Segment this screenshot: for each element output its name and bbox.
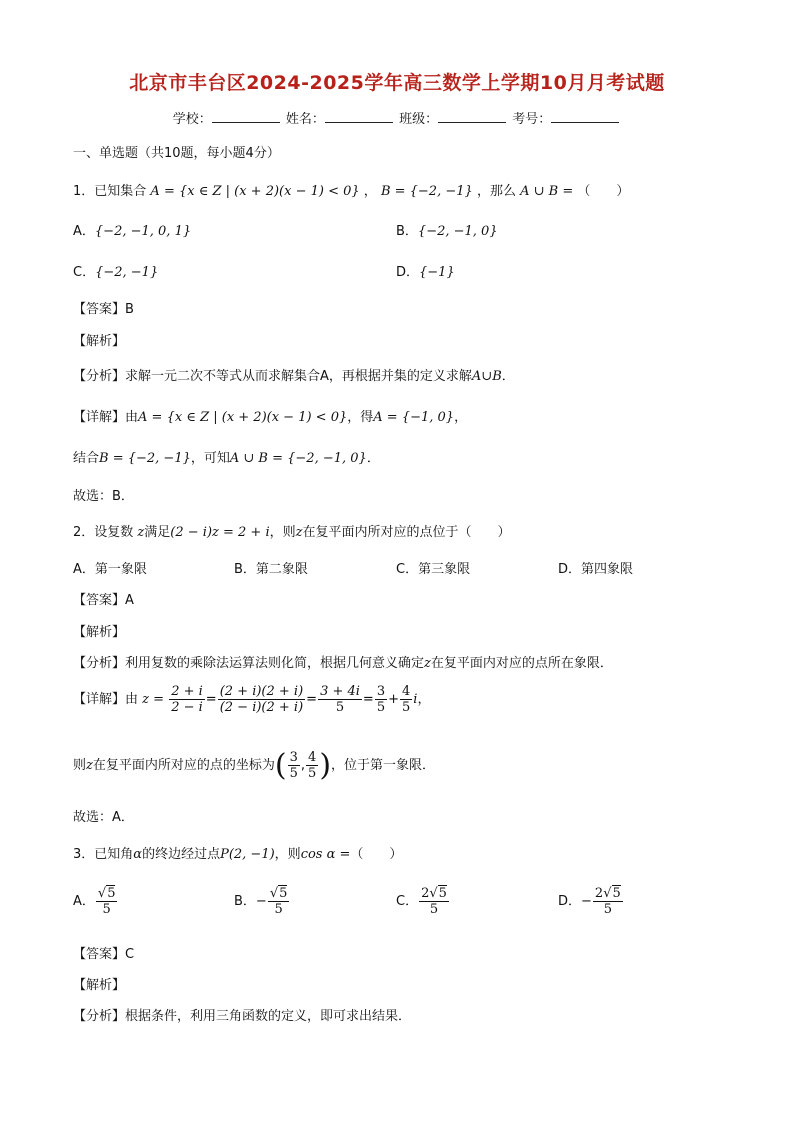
student-info-line bbox=[0, 108, 794, 127]
q1-answer-value: B bbox=[125, 302, 134, 317]
number-blank[interactable] bbox=[551, 110, 619, 123]
q3-answer-tag: 【答案】 bbox=[73, 947, 126, 962]
q2-then-z: z bbox=[86, 758, 93, 773]
q2-fenxi-a: 利用复数的乘除法运算法则化简，根据几何意义确定 bbox=[125, 656, 425, 671]
q2-option-d-text: 第四象限 bbox=[581, 562, 634, 577]
q1-option-b[interactable] bbox=[396, 220, 498, 239]
q2-coord-x bbox=[288, 750, 300, 781]
q3-paren: （ ） bbox=[350, 847, 403, 862]
q2-frac-5-num: 4 bbox=[402, 684, 411, 699]
q3-option-a[interactable] bbox=[73, 886, 118, 917]
q1-answer-tag: 【答案】 bbox=[73, 302, 126, 317]
q2-option-c-text: 第三象限 bbox=[418, 562, 471, 577]
q3-option-d-coef: 2 bbox=[594, 886, 604, 901]
q2-detail-tag: 【详解】 bbox=[73, 692, 126, 707]
q1-paren: （ ） bbox=[577, 184, 630, 199]
q3-option-a-root: 5 bbox=[107, 886, 116, 901]
q1-fenxi-expr: A∪B bbox=[471, 369, 502, 384]
q2-detail: 【详解】由 z = $\frac{2 + i}{2 - i}$ = $\frac{(2 + i)(2 + i)}{(2 - i)(2 + i)}$ = $\frac{3 + 4i}{5}$ = $\frac{3}{5}$ + $\frac{4}{5}$ i， bbox=[73, 684, 431, 715]
q2-coord-y bbox=[306, 750, 318, 781]
q3-answer bbox=[73, 943, 134, 962]
q2-option-b-label: B． bbox=[234, 562, 256, 577]
q1-combine-set-b: B = {−2, −1} bbox=[99, 451, 191, 466]
q1-analysis-tag: 【解析】 bbox=[73, 334, 126, 349]
q2-coord-y-den: 5 bbox=[308, 766, 317, 781]
q3-alpha: α bbox=[133, 847, 143, 862]
q2-frac-1-den: 2 − i bbox=[171, 700, 203, 715]
q3-option-a-label: A． bbox=[73, 894, 95, 909]
q2-equation: (2 − i)z = 2 + i bbox=[170, 525, 270, 540]
q1-option-c-text: {−2, −1} bbox=[95, 265, 159, 280]
q2-option-a[interactable] bbox=[73, 558, 147, 577]
q2-fenxi-tag: 【分析】 bbox=[73, 656, 126, 671]
q2-frac-5 bbox=[400, 684, 412, 715]
q2-frac-1 bbox=[169, 684, 205, 715]
q3-option-a-den: 5 bbox=[102, 902, 111, 917]
q3-option-c-root: 5 bbox=[438, 886, 447, 901]
q2-option-a-text: 第一象限 bbox=[94, 562, 147, 577]
q2-right-paren: ) bbox=[319, 748, 332, 783]
q2-then-b: 在复平面内所对应的点的坐标为 bbox=[92, 758, 275, 773]
q2-option-c[interactable] bbox=[396, 558, 470, 577]
q2-detail-end: ， bbox=[417, 692, 431, 707]
q2-frac-2 bbox=[218, 684, 305, 715]
q1-answer bbox=[73, 298, 134, 317]
q3-option-c-den: 5 bbox=[429, 902, 439, 917]
name-blank[interactable] bbox=[325, 110, 393, 123]
q3-option-c-coef: 2 bbox=[421, 886, 430, 901]
q1-set-b: B = {−2, −1} bbox=[380, 184, 473, 199]
q2-ask: ，则 bbox=[269, 525, 296, 540]
class-blank[interactable] bbox=[438, 110, 506, 123]
q1-combine bbox=[73, 447, 380, 466]
q3-fenxi bbox=[73, 1005, 411, 1024]
q3-option-b-num: √5 bbox=[269, 886, 288, 901]
q2-frac-3 bbox=[318, 684, 362, 715]
q3-option-b[interactable] bbox=[234, 886, 290, 917]
q2-i: i bbox=[413, 692, 418, 707]
q2-fenxi bbox=[73, 652, 613, 671]
q1-option-c[interactable] bbox=[73, 261, 158, 280]
q1-option-a-text: {−2, −1, 0, 1} bbox=[94, 224, 192, 239]
q3-option-c-frac bbox=[419, 886, 449, 917]
question-2-stem bbox=[73, 521, 511, 540]
q3-point: P(2, −1) bbox=[220, 847, 275, 862]
q1-option-a[interactable] bbox=[73, 220, 191, 239]
q3-number: 3．已知角 bbox=[73, 847, 134, 862]
q1-detail bbox=[73, 406, 467, 425]
q2-frac-3-den: 5 bbox=[335, 700, 345, 715]
q1-option-b-label: B． bbox=[396, 224, 418, 239]
q2-coord-x-den: 5 bbox=[289, 766, 298, 781]
number-label: 考号： bbox=[512, 112, 552, 127]
q2-satisfy: 满足 bbox=[144, 525, 171, 540]
q2-option-a-label: A． bbox=[73, 562, 95, 577]
q1-fenxi-end: ． bbox=[501, 369, 515, 384]
q2-number: 2．设复数 bbox=[73, 525, 134, 540]
page-title: 北京市丰台区2024-2025学年高三数学上学期10月月考试题 bbox=[129, 72, 665, 94]
q2-then: 则z在复平面内所对应的点的坐标为( $\frac{3}{5}$ , $\frac{4}{5}$ )，位于第一象限． bbox=[73, 748, 436, 783]
q2-frac-4-num: 3 bbox=[376, 684, 386, 699]
q3-option-d-sign: − bbox=[581, 894, 592, 909]
school-blank[interactable] bbox=[212, 110, 280, 123]
q1-option-d-text: {−1} bbox=[419, 265, 455, 280]
q2-coord-x-num: 3 bbox=[289, 750, 298, 765]
q1-set-a: A = {x ∈ Z | (x + 2)(x − 1) < 0} bbox=[150, 184, 360, 199]
q3-option-d-root: 5 bbox=[612, 886, 621, 901]
q2-frac-2-num: (2 + i)(2 + i) bbox=[219, 684, 304, 699]
q3-option-a-frac bbox=[96, 886, 118, 917]
q3-option-d-den: 5 bbox=[603, 902, 612, 917]
q2-option-b-text: 第二象限 bbox=[255, 562, 308, 577]
q1-fenxi-tag: 【分析】 bbox=[73, 369, 126, 384]
q2-option-d[interactable] bbox=[558, 558, 633, 577]
q3-option-b-root: 5 bbox=[279, 886, 288, 901]
q1-option-d-label: D． bbox=[396, 265, 420, 280]
q3-option-b-label: B． bbox=[234, 894, 256, 909]
q1-option-b-text: {−2, −1, 0} bbox=[417, 224, 498, 239]
q2-left-paren: ( bbox=[274, 748, 287, 783]
section-heading: 一、单选题（共10题，每小题4分） bbox=[73, 146, 280, 161]
q2-analysis-tag: 【解析】 bbox=[73, 625, 126, 640]
q1-expr: A ∪ B = bbox=[520, 184, 574, 199]
q1-combine-mid: ，可知 bbox=[190, 451, 230, 466]
q1-combine-pre: 结合 bbox=[73, 451, 100, 466]
q2-choose: 故选：A． bbox=[73, 810, 134, 825]
q1-sep: ， bbox=[363, 184, 377, 199]
school-label: 学校： bbox=[172, 112, 212, 127]
q2-option-d-label: D． bbox=[558, 562, 582, 577]
q2-detail-pre: 由 bbox=[125, 692, 139, 707]
q2-fenxi-z: z bbox=[424, 656, 431, 671]
q1-fenxi bbox=[73, 365, 515, 384]
q2-frac-4 bbox=[375, 684, 387, 715]
q1-ask: ，那么 bbox=[476, 184, 516, 199]
question-1-stem bbox=[73, 180, 629, 199]
q1-option-c-label: C． bbox=[73, 265, 96, 280]
q2-frac-3-num: 3 + 4i bbox=[320, 684, 360, 699]
q3-option-d[interactable] bbox=[558, 886, 624, 917]
q2-option-b[interactable] bbox=[234, 558, 308, 577]
q3-option-d-num: 2√5 bbox=[594, 886, 621, 901]
q1-detail-set: A = {x ∈ Z | (x + 2)(x − 1) < 0} bbox=[138, 410, 348, 425]
q3-ask: ，则 bbox=[274, 847, 301, 862]
q3-option-c-label: C． bbox=[396, 894, 419, 909]
q3-cos: cos α = bbox=[300, 847, 351, 862]
q1-detail-tag: 【详解】 bbox=[73, 410, 126, 425]
q1-option-a-label: A． bbox=[73, 224, 95, 239]
q3-option-d-frac bbox=[593, 886, 623, 917]
name-label: 姓名： bbox=[285, 112, 325, 127]
q2-answer-value: A bbox=[125, 593, 134, 608]
q3-fenxi-text: 根据条件，利用三角函数的定义，即可求出结果． bbox=[125, 1009, 412, 1024]
q2-fenxi-b: 在复平面内对应的点所在象限． bbox=[430, 656, 613, 671]
q3-option-d-label: D． bbox=[558, 894, 582, 909]
q3-fenxi-tag: 【分析】 bbox=[73, 1009, 126, 1024]
q2-answer-tag: 【答案】 bbox=[73, 593, 126, 608]
q2-then-c: ，位于第一象限． bbox=[331, 758, 436, 773]
q1-option-d[interactable] bbox=[396, 261, 455, 280]
q2-frac-2-den: (2 − i)(2 + i) bbox=[219, 700, 304, 715]
q2-option-c-label: C． bbox=[396, 562, 419, 577]
q2-frac-5-den: 5 bbox=[402, 700, 411, 715]
q1-detail-end: ， bbox=[454, 410, 468, 425]
q2-z2: z bbox=[295, 525, 303, 540]
q2-frac-4-den: 5 bbox=[376, 700, 386, 715]
q1-choose: 故选：B． bbox=[73, 489, 134, 504]
q1-detail-result: A = {−1, 0} bbox=[373, 410, 455, 425]
q1-number: 1．已知集合 bbox=[73, 184, 147, 199]
q2-plus: + bbox=[388, 692, 400, 707]
q2-then-a: 则 bbox=[73, 758, 87, 773]
q1-detail-mid: ，得 bbox=[347, 410, 374, 425]
q3-option-c[interactable] bbox=[396, 886, 450, 917]
q1-detail-pre: 由 bbox=[125, 410, 139, 425]
q2-z-eq: z = bbox=[142, 692, 165, 707]
q2-coord-y-num: 4 bbox=[308, 750, 317, 765]
q3-option-a-num: √5 bbox=[97, 886, 116, 901]
q2-answer bbox=[73, 589, 134, 608]
q3-answer-value: C bbox=[125, 947, 135, 962]
q3-analysis-tag: 【解析】 bbox=[73, 978, 126, 993]
q1-fenxi-text: 求解一元二次不等式从而求解集合A，再根据并集的定义求解 bbox=[125, 369, 472, 384]
question-3-stem bbox=[73, 843, 402, 862]
class-label: 班级： bbox=[399, 112, 439, 127]
q2-frac-1-num: 2 + i bbox=[171, 684, 203, 699]
q2-z: z bbox=[137, 525, 145, 540]
q2-ask2: 在复平面内所对应的点位于（ ） bbox=[302, 525, 511, 540]
q3-option-b-den: 5 bbox=[274, 902, 283, 917]
q3-option-b-frac bbox=[268, 886, 290, 917]
q3-option-c-num: 2√5 bbox=[421, 886, 447, 901]
q3-stem: 的终边经过点 bbox=[142, 847, 221, 862]
q1-combine-end: ． bbox=[366, 451, 380, 466]
q1-combine-result: A ∪ B = {−2, −1, 0} bbox=[229, 451, 367, 466]
q3-option-b-sign: − bbox=[255, 894, 267, 909]
